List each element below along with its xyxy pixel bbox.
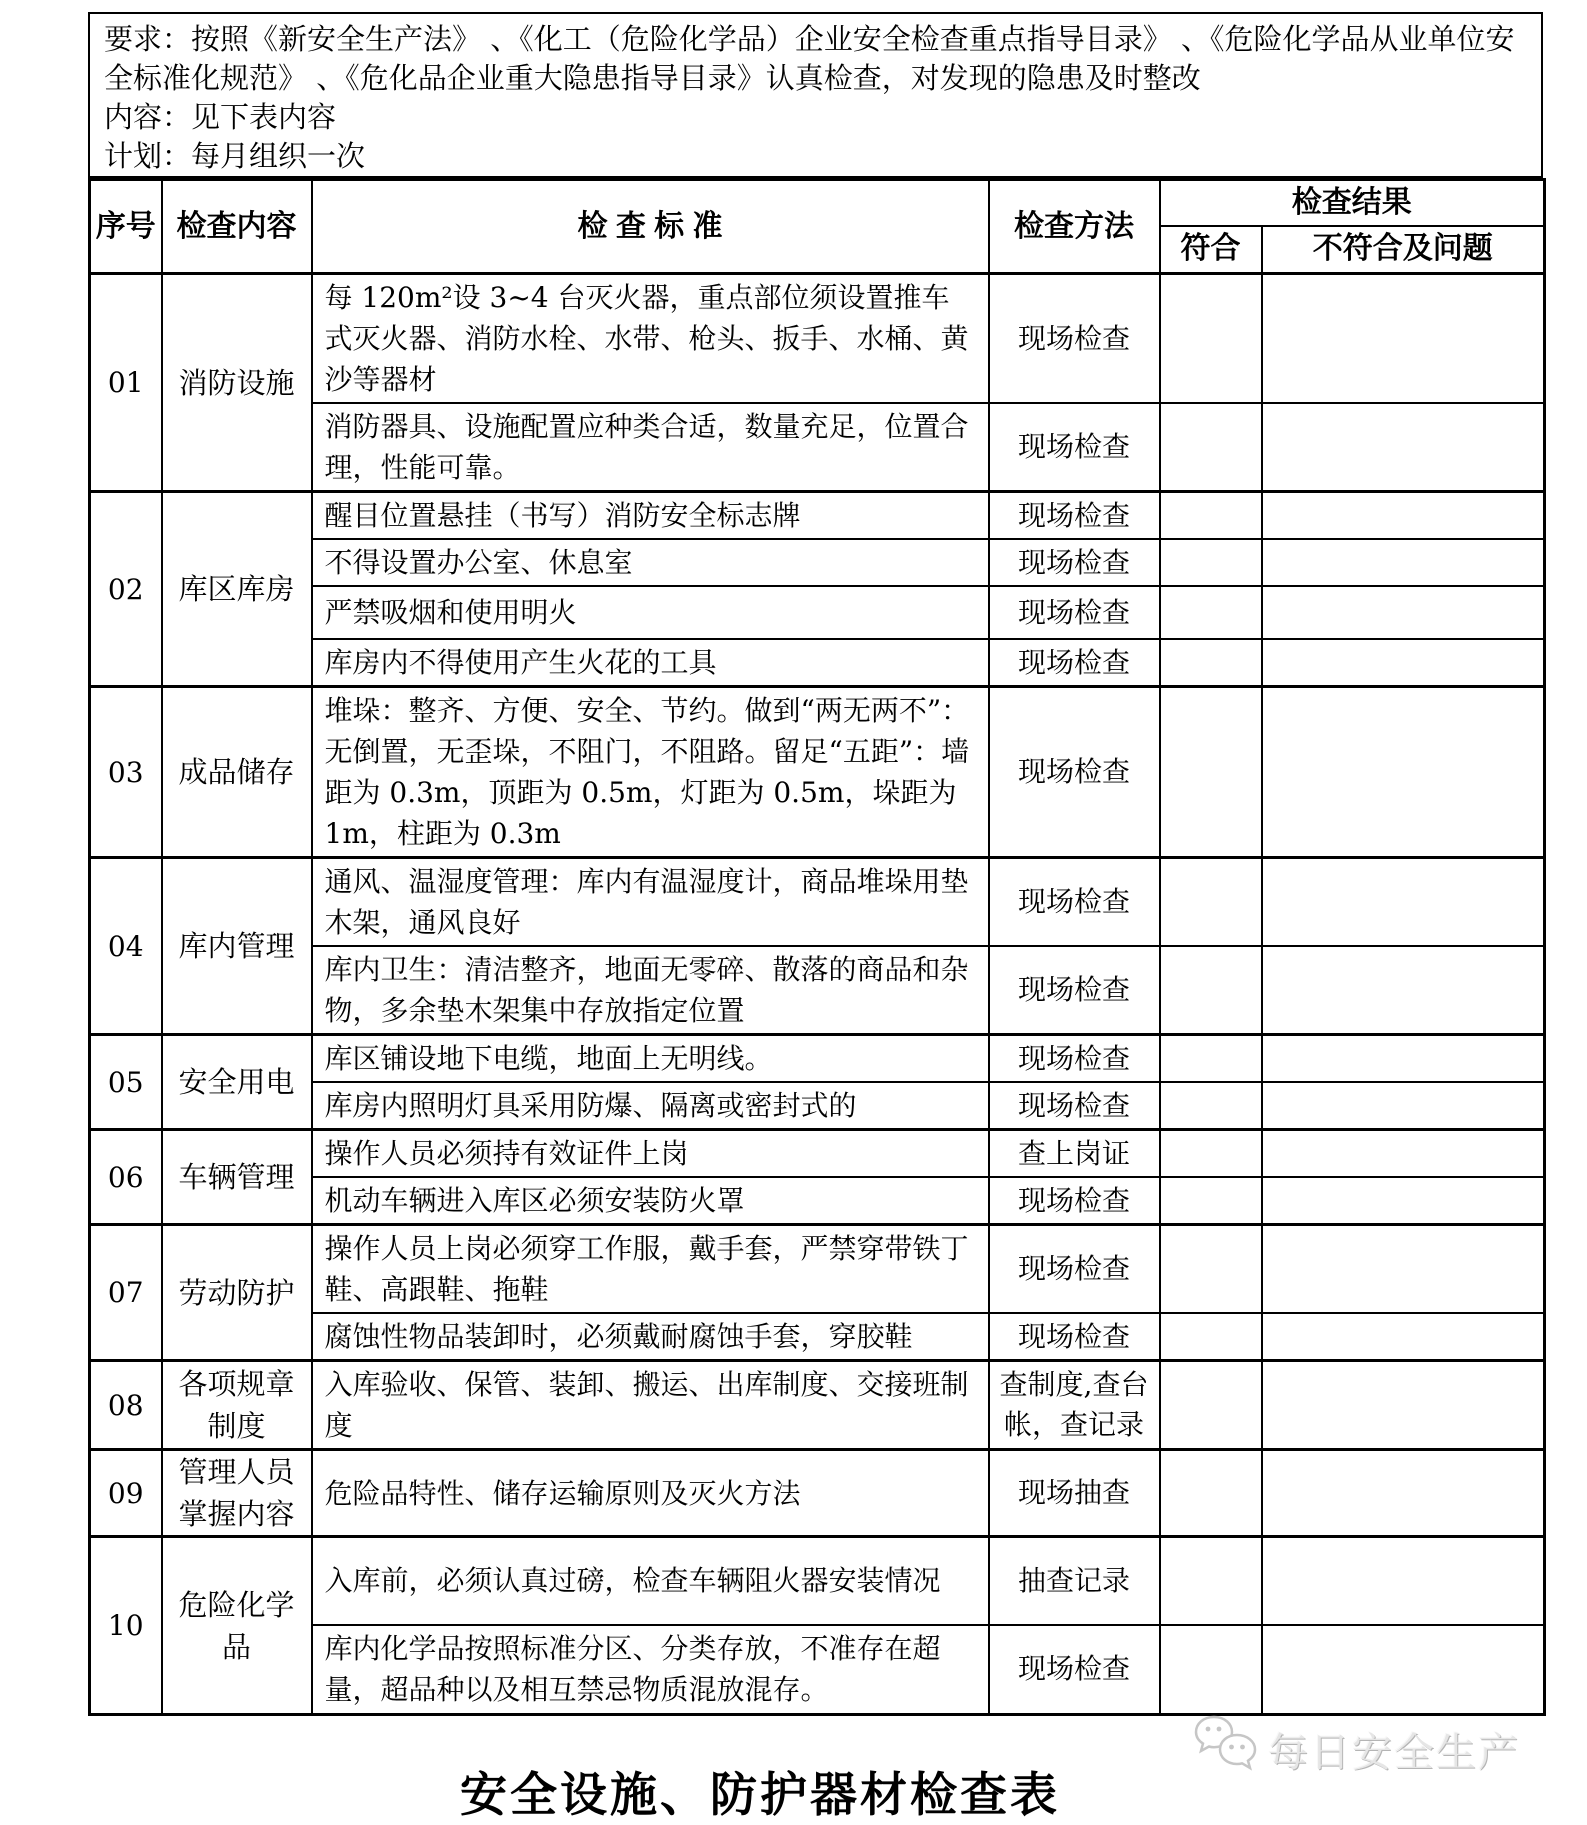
method-cell: 现场检查 — [989, 946, 1160, 1035]
conform-cell — [1160, 403, 1262, 492]
row-number-cell: 08 — [90, 1361, 162, 1450]
problem-cell — [1262, 1361, 1545, 1450]
standard-cell: 腐蚀性物品装卸时，必须戴耐腐蚀手套，穿胶鞋 — [312, 1313, 989, 1361]
header-standard: 检 查 标 准 — [312, 180, 989, 274]
row-number-cell: 05 — [90, 1035, 162, 1130]
row-number-cell: 02 — [90, 492, 162, 687]
conform-cell — [1160, 492, 1262, 540]
problem-cell — [1262, 492, 1545, 540]
intro-plan: 计划：每月组织一次 — [104, 139, 366, 173]
method-cell: 现场检查 — [989, 274, 1160, 404]
conform-cell — [1160, 274, 1262, 404]
standard-cell: 每 120m²设 3~4 台灭火器，重点部位须设置推车式灭火器、消防水栓、水带、枪头、扳手、水桶、黄沙等器材 — [312, 274, 989, 404]
header-no: 序号 — [90, 180, 162, 274]
method-cell: 现场检查 — [989, 687, 1160, 858]
header-method: 检查方法 — [989, 180, 1160, 274]
problem-cell — [1262, 274, 1545, 404]
conform-cell — [1160, 858, 1262, 947]
problem-cell — [1262, 1225, 1545, 1314]
header-conform: 符合 — [1160, 226, 1262, 274]
problem-cell — [1262, 1177, 1545, 1225]
conform-cell — [1160, 1082, 1262, 1130]
method-cell: 现场检查 — [989, 1177, 1160, 1225]
problem-cell — [1262, 946, 1545, 1035]
standard-cell: 危险品特性、储存运输原则及灭火方法 — [312, 1450, 989, 1537]
method-cell: 现场检查 — [989, 586, 1160, 639]
method-cell: 现场检查 — [989, 639, 1160, 687]
standard-cell: 操作人员必须持有效证件上岗 — [312, 1130, 989, 1178]
intro-requirement: 要求：按照《新安全生产法》 、《化工（危险化学品）企业安全检查重点指导目录》 、《危险化学品从业单位安全标准化规范》 、《危化品企业重大隐患指导目录》认真检查，对发现的隐患及时整改 — [104, 22, 1515, 95]
conform-cell — [1160, 1450, 1262, 1537]
header-content: 检查内容 — [162, 180, 312, 274]
problem-cell — [1262, 1313, 1545, 1361]
table-row — [90, 687, 1545, 858]
row-number-cell: 01 — [90, 274, 162, 492]
conform-cell — [1160, 1177, 1262, 1225]
conform-cell — [1160, 539, 1262, 586]
standard-cell: 操作人员上岗必须穿工作服，戴手套，严禁穿带铁丁鞋、高跟鞋、拖鞋 — [312, 1225, 989, 1314]
row-number-cell: 03 — [90, 687, 162, 858]
standard-cell: 堆垛：整齐、方便、安全、节约。做到“两无两不”：无倒置，无歪垛，不阻门，不阻路。留足“五距”：墙距为 0.3m，顶距为 0.5m，灯距为 0.5m，垛距为 1m，柱距为 0.3m — [312, 687, 989, 858]
method-cell: 现场检查 — [989, 1625, 1160, 1715]
content-cell: 安全用电 — [162, 1035, 312, 1130]
conform-cell — [1160, 586, 1262, 639]
method-cell: 现场检查 — [989, 1313, 1160, 1361]
problem-cell — [1262, 639, 1545, 687]
conform-cell — [1160, 1625, 1262, 1715]
conform-cell — [1160, 1035, 1262, 1083]
problem-cell — [1262, 1130, 1545, 1178]
conform-cell — [1160, 946, 1262, 1035]
standard-cell: 库区铺设地下电缆，地面上无明线。 — [312, 1035, 989, 1083]
problem-cell — [1262, 586, 1545, 639]
method-cell: 查制度,查台帐，查记录 — [989, 1361, 1160, 1450]
row-number-cell: 09 — [90, 1450, 162, 1537]
content-cell: 劳动防护 — [162, 1225, 312, 1361]
problem-cell — [1262, 687, 1545, 858]
conform-cell — [1160, 1225, 1262, 1314]
conform-cell — [1160, 1130, 1262, 1178]
table-row — [90, 1450, 1545, 1537]
problem-cell — [1262, 858, 1545, 947]
table-row — [90, 274, 1545, 404]
table-row — [90, 1225, 1545, 1314]
method-cell: 现场检查 — [989, 1035, 1160, 1083]
standard-cell: 库内化学品按照标准分区、分类存放，不准存在超量，超品种以及相互禁忌物质混放混存。 — [312, 1625, 989, 1715]
problem-cell — [1262, 1537, 1545, 1625]
table-row — [90, 1130, 1545, 1178]
method-cell: 现场检查 — [989, 858, 1160, 947]
standard-cell: 严禁吸烟和使用明火 — [312, 586, 989, 639]
table-row — [90, 858, 1545, 947]
header-nonconform: 不符合及问题 — [1262, 226, 1545, 274]
problem-cell — [1262, 1625, 1545, 1715]
standard-cell: 机动车辆进入库区必须安装防火罩 — [312, 1177, 989, 1225]
method-cell: 现场检查 — [989, 403, 1160, 492]
table-row — [90, 1537, 1545, 1625]
standard-cell: 不得设置办公室、休息室 — [312, 539, 989, 586]
standard-cell: 库房内照明灯具采用防爆、隔离或密封式的 — [312, 1082, 989, 1130]
intro-box — [88, 12, 1543, 178]
standard-cell: 库内卫生：清洁整齐，地面无零碎、散落的商品和杂物，多余垫木架集中存放指定位置 — [312, 946, 989, 1035]
method-cell: 现场检查 — [989, 1082, 1160, 1130]
conform-cell — [1160, 1313, 1262, 1361]
standard-cell: 入库验收、保管、装卸、搬运、出库制度、交接班制度 — [312, 1361, 989, 1450]
standard-cell: 入库前，必须认真过磅，检查车辆阻火器安装情况 — [312, 1537, 989, 1625]
content-cell: 车辆管理 — [162, 1130, 312, 1225]
watermark-text: 每日安全生产 — [1268, 1730, 1520, 1775]
content-cell: 消防设施 — [162, 274, 312, 492]
row-number-cell: 07 — [90, 1225, 162, 1361]
content-cell: 管理人员掌握内容 — [162, 1450, 312, 1537]
method-cell: 抽查记录 — [989, 1537, 1160, 1625]
row-number-cell: 06 — [90, 1130, 162, 1225]
table-row — [90, 1361, 1545, 1450]
method-cell: 现场检查 — [989, 1225, 1160, 1314]
method-cell: 现场检查 — [989, 492, 1160, 540]
problem-cell — [1262, 539, 1545, 586]
conform-cell — [1160, 687, 1262, 858]
method-cell: 查上岗证 — [989, 1130, 1160, 1178]
standard-cell: 醒目位置悬挂（书写）消防安全标志牌 — [312, 492, 989, 540]
content-cell: 危险化学品 — [162, 1537, 312, 1715]
row-number-cell: 10 — [90, 1537, 162, 1715]
standard-cell: 通风、温湿度管理：库内有温湿度计，商品堆垛用垫木架，通风良好 — [312, 858, 989, 947]
table-row — [90, 1035, 1545, 1083]
conform-cell — [1160, 1537, 1262, 1625]
problem-cell — [1262, 1035, 1545, 1083]
content-cell: 成品储存 — [162, 687, 312, 858]
page-title: 安全设施、防护器材检查表 — [460, 1768, 1060, 1821]
table-row — [90, 492, 1545, 540]
header-result: 检查结果 — [1160, 180, 1545, 226]
method-cell: 现场抽查 — [989, 1450, 1160, 1537]
standard-cell: 库房内不得使用产生火花的工具 — [312, 639, 989, 687]
problem-cell — [1262, 403, 1545, 492]
standard-cell: 消防器具、设施配置应种类合适，数量充足，位置合理，性能可靠。 — [312, 403, 989, 492]
row-number-cell: 04 — [90, 858, 162, 1035]
inspection-table — [88, 178, 1546, 1716]
intro-content: 内容：见下表内容 — [104, 100, 337, 134]
content-cell: 库区库房 — [162, 492, 312, 687]
problem-cell — [1262, 1082, 1545, 1130]
content-cell: 库内管理 — [162, 858, 312, 1035]
problem-cell — [1262, 1450, 1545, 1537]
conform-cell — [1160, 1361, 1262, 1450]
method-cell: 现场检查 — [989, 539, 1160, 586]
content-cell: 各项规章制度 — [162, 1361, 312, 1450]
conform-cell — [1160, 639, 1262, 687]
